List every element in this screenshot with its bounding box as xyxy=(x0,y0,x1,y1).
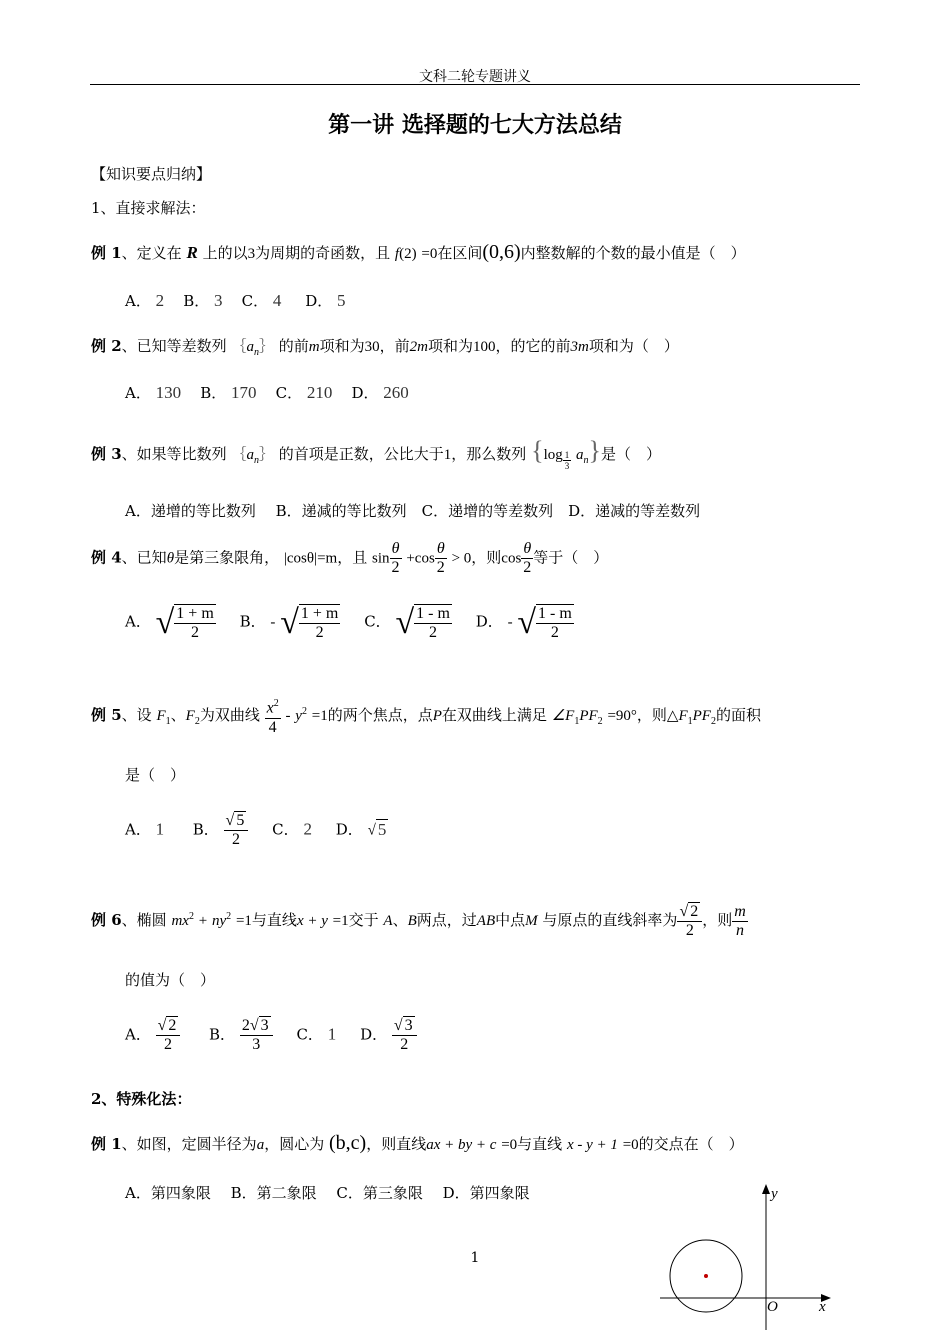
example-5: 例 5、设 $F_1$、$F_2$为双曲线 $\frac{x^2}{4}$ - $y^2 =1$的两个焦点，点P在双曲线上满足 $\angle F_1PF_2 =90^\circ$，则$\triangle F_1PF_2$的面积 xyxy=(91,695,761,739)
origin-label: O xyxy=(767,1299,778,1315)
example-label: 例 5 xyxy=(91,706,122,724)
method-2-heading: 2、特殊化法： xyxy=(91,1090,192,1108)
example-2-options: A． 130 B． 170 C． 210 D． 260 xyxy=(125,383,409,402)
method-1-heading: 1、直接求解法： xyxy=(91,199,206,217)
example-5-options: A． 1 B． $\frac{√ 5}{2}$ C． 2 D． √ 5 xyxy=(125,812,387,848)
example-6-continued: 的值为（ ） xyxy=(125,971,216,989)
example-4: 例 4、已知θ是第三象限角， |cosθ|=m，且 sin $\frac{\theta}{2}$ +cos $\frac{\theta}{2}$ > 0，则cos $\frac{\theta}{2}$ 等于（ ） xyxy=(91,540,609,576)
example-label: 例 1 xyxy=(91,244,122,262)
example-6: 例 6、椭圆 $mx^2 + ny^2 =1$与直线x + y =1交于 A、B两点，过AB中点M 与原点的直线斜率为 $\frac{√ 2}{2}$ ，则 $\frac{m}{n}$ xyxy=(91,902,746,939)
example-label: 例 1 xyxy=(91,1135,122,1153)
example-3: 例 3、如果等比数列 $\{a_n\}$ 的首项是正数，公比大于1，那么数列 {log $\frac{1}{3}$ $a_n$}是（ ） xyxy=(91,436,662,471)
example-7-options: A．第四象限 B．第二象限 C．第三象限 D．第四象限 xyxy=(125,1184,530,1202)
circle-center-point xyxy=(704,1274,708,1278)
example-1-options: A． 2 B． 3 C． 4 D． 5 xyxy=(125,291,346,310)
example-label: 例 6 xyxy=(91,911,122,929)
y-axis-arrow-icon xyxy=(762,1184,770,1194)
page-number: 1 xyxy=(470,1250,480,1266)
example-3-options: A．递增的等比数列 B．递减的等比数列 C．递增的等差数列 D．递减的等差数列 xyxy=(125,502,701,520)
header-rule xyxy=(90,84,860,85)
example-label: 例 4 xyxy=(91,548,122,567)
example-label: 例 2 xyxy=(91,337,122,355)
example-2: 例 2、已知等差数列 $\{a_n\}$ 的前m项和为30，前2m项和为100，的它的前3m项和为（ ） xyxy=(91,337,679,358)
example-5-continued: 是（ ） xyxy=(125,766,186,784)
page-title: 第一讲 选择题的七大方法总结 xyxy=(328,112,622,138)
section-heading: 【知识要点归纳】 xyxy=(91,165,212,183)
example-6-options: A． $\frac{√ 2}{2}$ B． $\frac{2√ 3}{3}$ C． 1 D． $\frac{√ 3}{2}$ xyxy=(125,1017,417,1054)
y-axis-label: y xyxy=(771,1186,778,1202)
running-header: 文科二轮专题讲义 xyxy=(419,69,531,85)
example-1: 例 1、定义在 R 上的以3为周期的奇函数，且 f(2) =0在区间(0,6)内整数解的个数的最小值是（ ） xyxy=(91,241,746,263)
example-7: 例 1、如图，定圆半径为a，圆心为 (b,c)，则直线ax + by + c =0与直线 x - y + 1 =0的交点在（ ） xyxy=(91,1132,744,1154)
x-axis-label: x xyxy=(819,1299,826,1315)
example-4-options: A． √ $\frac{1 + m}{2}$ B． - √ $\frac{1 + m}{2}$ C． √ $\frac{1 - m}{2}$ D． - √ $\frac{1 - m}{2}$ xyxy=(125,604,572,641)
example-label: 例 3 xyxy=(91,445,122,463)
